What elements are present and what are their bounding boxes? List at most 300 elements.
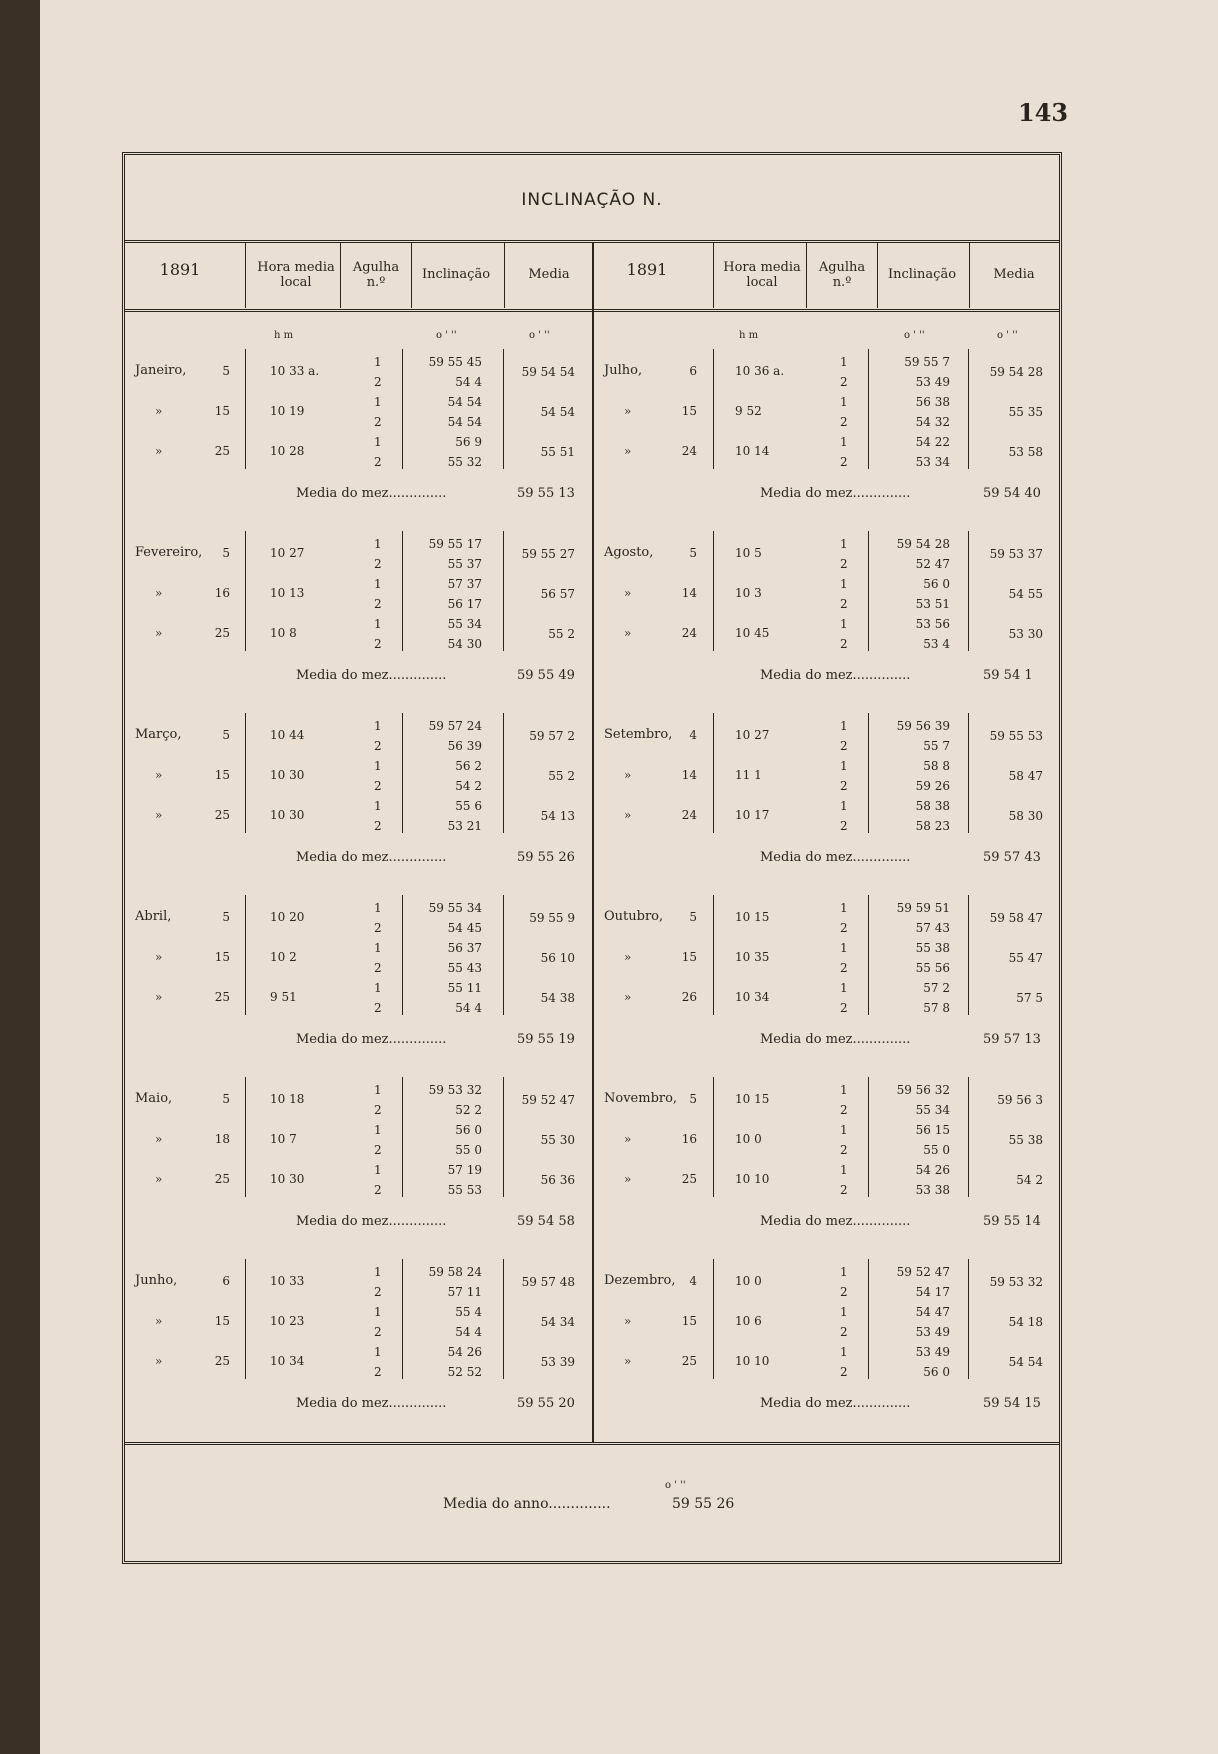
monthly-mean-value: 59 55 26	[517, 850, 575, 865]
media: 55 2	[548, 627, 575, 641]
media: 57 5	[1016, 991, 1043, 1005]
header-year: 1891	[626, 260, 668, 279]
monthly-mean-label: Media do mez..............	[296, 1032, 447, 1047]
month-col-rule	[245, 1077, 246, 1197]
inclinacao-2: 54 54	[447, 415, 482, 429]
hora-media: 10 20	[270, 910, 305, 924]
month-col-rule	[402, 895, 403, 1015]
monthly-mean-label: Media do mez..............	[296, 850, 447, 865]
agulha-2: 2	[840, 455, 848, 469]
inclinacao-1: 59 55 7	[904, 355, 950, 369]
agulha-1: 1	[374, 1163, 382, 1177]
media: 54 18	[1008, 1315, 1043, 1329]
day: 5	[689, 910, 697, 924]
ditto-mark: »	[155, 808, 163, 822]
month-col-rule	[868, 713, 869, 833]
hora-media: 10 10	[735, 1354, 770, 1368]
agulha-2: 2	[374, 739, 382, 753]
inclinacao-2: 57 8	[923, 1001, 950, 1015]
day: 5	[222, 728, 230, 742]
header-hora	[248, 260, 344, 290]
inclinacao-1: 59 55 45	[428, 355, 482, 369]
agulha-2: 2	[374, 375, 382, 389]
month-name: Maio,	[135, 1091, 173, 1106]
media: 55 38	[1008, 1133, 1043, 1147]
media: 59 55 53	[989, 729, 1043, 743]
agulha-2: 2	[374, 1325, 382, 1339]
month-col-rule	[868, 1259, 869, 1379]
month-name: Setembro,	[604, 727, 673, 742]
inclinacao-1: 55 11	[447, 981, 482, 995]
inclinacao-2: 56 0	[923, 1365, 950, 1379]
agulha-1: 1	[840, 759, 848, 773]
inclinacao-2: 56 39	[447, 739, 482, 753]
agulha-1: 1	[374, 537, 382, 551]
hora-media: 10 13	[270, 586, 305, 600]
inclinacao-2: 53 49	[915, 1325, 950, 1339]
day: 25	[681, 1172, 697, 1186]
agulha-1: 1	[840, 901, 848, 915]
agulha-1: 1	[840, 981, 848, 995]
annual-mean-value: 59 55 26	[672, 1496, 735, 1512]
inclinacao-1: 56 15	[915, 1123, 950, 1137]
media: 59 53 37	[989, 547, 1043, 561]
agulha-1: 1	[840, 355, 848, 369]
agulha-2: 2	[374, 1285, 382, 1299]
month-name: Novembro,	[604, 1091, 678, 1106]
agulha-2: 2	[840, 819, 848, 833]
media: 59 58 47	[989, 911, 1043, 925]
inclinacao-2: 54 4	[455, 375, 482, 389]
day: 15	[214, 404, 230, 418]
month-col-rule	[968, 895, 969, 1015]
month-name: Fevereiro,	[135, 545, 203, 560]
month-col-rule	[968, 1259, 969, 1379]
monthly-mean-value: 59 57 43	[983, 850, 1041, 865]
hora-media: 10 30	[270, 768, 305, 782]
month-name: Junho,	[135, 1273, 178, 1288]
agulha-1: 1	[840, 1083, 848, 1097]
header-col-rule	[245, 242, 246, 308]
ditto-mark: »	[624, 950, 632, 964]
month-col-rule	[402, 1259, 403, 1379]
agulha-2: 2	[374, 637, 382, 651]
month-col-rule	[245, 1259, 246, 1379]
month-name: Outubro,	[604, 909, 664, 924]
monthly-mean-label: Media do mez..............	[760, 486, 911, 501]
page-number: 143	[1018, 98, 1069, 127]
day: 4	[689, 728, 697, 742]
media: 55 35	[1008, 405, 1043, 419]
media: 58 30	[1008, 809, 1043, 823]
monthly-mean-value: 59 54 1	[983, 668, 1033, 683]
header-agulha	[342, 260, 410, 290]
hora-media: 10 2	[270, 950, 297, 964]
day: 16	[681, 1132, 697, 1146]
month-col-rule	[968, 531, 969, 651]
agulha-1: 1	[840, 1265, 848, 1279]
media: 54 38	[540, 991, 575, 1005]
inclinacao-1: 59 53 32	[428, 1083, 482, 1097]
inclinacao-2: 55 0	[455, 1143, 482, 1157]
annual-mean-label: Media do anno..............	[443, 1496, 611, 1512]
agulha-1: 1	[374, 1305, 382, 1319]
inclinacao-2: 52 52	[447, 1365, 482, 1379]
agulha-1: 1	[840, 719, 848, 733]
agulha-1: 1	[840, 941, 848, 955]
ditto-mark: »	[624, 990, 632, 1004]
unit-time: h m	[739, 330, 759, 341]
ditto-mark: »	[624, 1172, 632, 1186]
agulha-1: 1	[374, 719, 382, 733]
agulha-1: 1	[374, 1123, 382, 1137]
monthly-mean-value: 59 57 13	[983, 1032, 1041, 1047]
media: 59 56 3	[997, 1093, 1043, 1107]
inclinacao-1: 54 47	[915, 1305, 950, 1319]
inclinacao-2: 57 11	[447, 1285, 482, 1299]
header-hora	[714, 260, 810, 290]
inclinacao-2: 53 38	[915, 1183, 950, 1197]
inclinacao-1: 57 19	[447, 1163, 482, 1177]
media: 58 47	[1008, 769, 1043, 783]
agulha-1: 1	[374, 355, 382, 369]
ditto-mark: »	[155, 1132, 163, 1146]
inclinacao-1: 54 26	[447, 1345, 482, 1359]
day: 5	[689, 1092, 697, 1106]
inclinacao-1: 57 2	[923, 981, 950, 995]
agulha-1: 1	[374, 1083, 382, 1097]
hora-media: 10 27	[270, 546, 305, 560]
media: 56 57	[540, 587, 575, 601]
monthly-mean-label: Media do mez..............	[296, 1396, 447, 1411]
agulha-2: 2	[840, 415, 848, 429]
ditto-mark: »	[155, 990, 163, 1004]
agulha-2: 2	[840, 597, 848, 611]
agulha-2: 2	[374, 921, 382, 935]
month-col-rule	[245, 895, 246, 1015]
agulha-2: 2	[840, 1183, 848, 1197]
monthly-mean-value: 59 55 20	[517, 1396, 575, 1411]
day: 25	[214, 444, 230, 458]
ditto-mark: »	[155, 950, 163, 964]
inclinacao-2: 55 53	[447, 1183, 482, 1197]
inclinacao-2: 54 4	[455, 1325, 482, 1339]
agulha-1: 1	[374, 981, 382, 995]
unit-media: o ' ''	[529, 330, 550, 341]
media: 59 55 9	[529, 911, 575, 925]
agulha-1: 1	[840, 577, 848, 591]
ditto-mark: »	[624, 404, 632, 418]
day: 24	[681, 444, 697, 458]
agulha-1: 1	[374, 1345, 382, 1359]
month-col-rule	[713, 531, 714, 651]
media: 55 47	[1008, 951, 1043, 965]
month-col-rule	[968, 713, 969, 833]
day: 14	[681, 586, 697, 600]
month-col-rule	[868, 1077, 869, 1197]
inclinacao-2: 54 2	[455, 779, 482, 793]
media: 53 58	[1008, 445, 1043, 459]
month-name: Dezembro,	[604, 1273, 676, 1288]
media: 59 57 2	[529, 729, 575, 743]
inclinacao-2: 55 43	[447, 961, 482, 975]
day: 5	[222, 546, 230, 560]
month-col-rule	[503, 531, 504, 651]
hora-media: 10 5	[735, 546, 762, 560]
month-col-rule	[402, 349, 403, 469]
hora-media: 10 45	[735, 626, 770, 640]
ditto-mark: »	[624, 768, 632, 782]
media: 56 36	[540, 1173, 575, 1187]
media: 53 39	[540, 1355, 575, 1369]
inclinacao-1: 59 52 47	[896, 1265, 950, 1279]
hora-media: 11 1	[735, 768, 762, 782]
day: 25	[681, 1354, 697, 1368]
ditto-mark: »	[624, 808, 632, 822]
media: 54 55	[1008, 587, 1043, 601]
agulha-1: 1	[840, 537, 848, 551]
agulha-1: 1	[840, 617, 848, 631]
inclinacao-2: 54 45	[447, 921, 482, 935]
unit-media: o ' ''	[997, 330, 1018, 341]
hora-media: 10 44	[270, 728, 305, 742]
day: 15	[214, 768, 230, 782]
day: 15	[681, 404, 697, 418]
media: 55 2	[548, 769, 575, 783]
day: 6	[689, 364, 697, 378]
inclinacao-1: 59 55 17	[428, 537, 482, 551]
inclinacao-2: 55 7	[923, 739, 950, 753]
monthly-mean-label: Media do mez..............	[296, 668, 447, 683]
agulha-2: 2	[374, 455, 382, 469]
day: 18	[214, 1132, 230, 1146]
month-col-rule	[245, 713, 246, 833]
center-divider	[592, 242, 594, 1442]
ditto-mark: »	[624, 1132, 632, 1146]
agulha-1: 1	[374, 799, 382, 813]
day: 26	[681, 990, 697, 1004]
inclinacao-2: 53 49	[915, 375, 950, 389]
monthly-mean-label: Media do mez..............	[760, 1032, 911, 1047]
hora-media: 10 0	[735, 1132, 762, 1146]
day: 15	[681, 1314, 697, 1328]
agulha-1: 1	[840, 435, 848, 449]
media: 55 51	[540, 445, 575, 459]
table-bottom-rule	[125, 1442, 1059, 1445]
agulha-2: 2	[374, 961, 382, 975]
monthly-mean-value: 59 55 49	[517, 668, 575, 683]
agulha-2: 2	[374, 1103, 382, 1117]
day: 25	[214, 990, 230, 1004]
unit-inclinacao: o ' ''	[904, 330, 925, 341]
inclinacao-2: 54 32	[915, 415, 950, 429]
inclinacao-2: 55 34	[915, 1103, 950, 1117]
hora-media: 10 30	[270, 808, 305, 822]
month-col-rule	[503, 1077, 504, 1197]
ditto-mark: »	[624, 586, 632, 600]
agulha-2: 2	[840, 779, 848, 793]
inclinacao-1: 56 38	[915, 395, 950, 409]
annual-units: o ' ''	[665, 1480, 686, 1491]
ditto-mark: »	[155, 586, 163, 600]
month-col-rule	[713, 1259, 714, 1379]
hora-media: 10 35	[735, 950, 770, 964]
agulha-2: 2	[374, 1143, 382, 1157]
month-col-rule	[713, 895, 714, 1015]
inclinacao-1: 59 54 28	[896, 537, 950, 551]
media: 54 13	[540, 809, 575, 823]
inclinacao-2: 54 4	[455, 1001, 482, 1015]
month-col-rule	[402, 713, 403, 833]
agulha-2: 2	[374, 415, 382, 429]
inclinacao-1: 59 59 51	[896, 901, 950, 915]
agulha-2: 2	[374, 1365, 382, 1379]
agulha-2: 2	[840, 739, 848, 753]
hora-media: 10 3	[735, 586, 762, 600]
month-col-rule	[968, 1077, 969, 1197]
inclinacao-1: 55 4	[455, 1305, 482, 1319]
monthly-mean-value: 59 54 15	[983, 1396, 1041, 1411]
month-col-rule	[503, 1259, 504, 1379]
hora-media: 10 15	[735, 1092, 770, 1106]
monthly-mean-value: 59 55 13	[517, 486, 575, 501]
hora-media: 10 7	[270, 1132, 297, 1146]
inclinacao-2: 52 47	[915, 557, 950, 571]
inclinacao-1: 58 8	[923, 759, 950, 773]
agulha-2: 2	[840, 637, 848, 651]
inclinacao-1: 56 0	[455, 1123, 482, 1137]
media: 59 54 54	[521, 365, 575, 379]
agulha-2: 2	[840, 375, 848, 389]
table-title: INCLINAÇÃO N.	[521, 190, 663, 210]
inclinacao-2: 53 4	[923, 637, 950, 651]
inclinacao-2: 53 21	[447, 819, 482, 833]
ditto-mark: »	[624, 1314, 632, 1328]
header-hora-text: Hora media local	[723, 260, 801, 290]
media: 53 30	[1008, 627, 1043, 641]
unit-inclinacao: o ' ''	[436, 330, 457, 341]
agulha-1: 1	[840, 1123, 848, 1137]
agulha-2: 2	[840, 1001, 848, 1015]
month-col-rule	[503, 895, 504, 1015]
media: 54 2	[1016, 1173, 1043, 1187]
ditto-mark: »	[624, 444, 632, 458]
agulha-2: 2	[374, 819, 382, 833]
agulha-1: 1	[840, 799, 848, 813]
agulha-2: 2	[374, 1001, 382, 1015]
month-col-rule	[713, 713, 714, 833]
day: 15	[681, 950, 697, 964]
inclinacao-2: 59 26	[915, 779, 950, 793]
unit-time: h m	[274, 330, 294, 341]
inclinacao-1: 55 38	[915, 941, 950, 955]
inclinacao-1: 54 26	[915, 1163, 950, 1177]
month-name: Agosto,	[604, 545, 654, 560]
agulha-1: 1	[374, 395, 382, 409]
month-col-rule	[402, 1077, 403, 1197]
inclinacao-2: 55 0	[923, 1143, 950, 1157]
agulha-1: 1	[374, 1265, 382, 1279]
day: 6	[222, 1274, 230, 1288]
hora-media: 10 27	[735, 728, 770, 742]
inclinacao-1: 59 56 32	[896, 1083, 950, 1097]
agulha-1: 1	[374, 577, 382, 591]
agulha-2: 2	[374, 557, 382, 571]
header-agulha-text: Agulha n.º	[818, 260, 866, 290]
agulha-1: 1	[374, 617, 382, 631]
month-col-rule	[713, 1077, 714, 1197]
hora-media: 9 52	[735, 404, 762, 418]
agulha-1: 1	[840, 1345, 848, 1359]
monthly-mean-label: Media do mez..............	[760, 1214, 911, 1229]
monthly-mean-label: Media do mez..............	[296, 1214, 447, 1229]
inclinacao-1: 58 38	[915, 799, 950, 813]
media: 56 10	[540, 951, 575, 965]
ditto-mark: »	[624, 1354, 632, 1368]
month-col-rule	[402, 531, 403, 651]
month-name: Março,	[135, 727, 182, 742]
inclinacao-1: 59 57 24	[428, 719, 482, 733]
day: 5	[222, 1092, 230, 1106]
hora-media: 10 8	[270, 626, 297, 640]
media: 55 30	[540, 1133, 575, 1147]
day: 5	[689, 546, 697, 560]
hora-media: 10 23	[270, 1314, 305, 1328]
agulha-1: 1	[374, 901, 382, 915]
inclinacao-1: 56 0	[923, 577, 950, 591]
agulha-2: 2	[374, 1183, 382, 1197]
day: 24	[681, 626, 697, 640]
ditto-mark: »	[155, 444, 163, 458]
month-col-rule	[713, 349, 714, 469]
hora-media: 10 14	[735, 444, 770, 458]
inclinacao-2: 58 23	[915, 819, 950, 833]
day: 15	[214, 950, 230, 964]
inclinacao-1: 59 56 39	[896, 719, 950, 733]
monthly-mean-label: Media do mez..............	[760, 1396, 911, 1411]
hora-media: 10 18	[270, 1092, 305, 1106]
day: 24	[681, 808, 697, 822]
agulha-2: 2	[840, 1365, 848, 1379]
agulha-2: 2	[840, 1325, 848, 1339]
ditto-mark: »	[155, 1172, 163, 1186]
monthly-mean-label: Media do mez..............	[296, 486, 447, 501]
inclinacao-1: 56 2	[455, 759, 482, 773]
header-agulha	[808, 260, 876, 290]
month-name: Julho,	[604, 363, 643, 378]
month-col-rule	[245, 349, 246, 469]
inclinacao-2: 57 43	[915, 921, 950, 935]
agulha-2: 2	[374, 597, 382, 611]
month-col-rule	[868, 531, 869, 651]
inclinacao-2: 55 32	[447, 455, 482, 469]
agulha-1: 1	[840, 1305, 848, 1319]
inclinacao-2: 54 30	[447, 637, 482, 651]
ditto-mark: »	[155, 626, 163, 640]
inclinacao-1: 55 34	[447, 617, 482, 631]
inclinacao-2: 55 37	[447, 557, 482, 571]
header-inclinacao: Inclinação	[421, 267, 491, 282]
day: 15	[214, 1314, 230, 1328]
day: 5	[222, 364, 230, 378]
hora-media: 10 15	[735, 910, 770, 924]
day: 16	[214, 586, 230, 600]
month-col-rule	[868, 349, 869, 469]
month-col-rule	[968, 349, 969, 469]
header-year: 1891	[159, 260, 201, 279]
day: 4	[689, 1274, 697, 1288]
header-agulha-text: Agulha n.º	[352, 260, 400, 290]
